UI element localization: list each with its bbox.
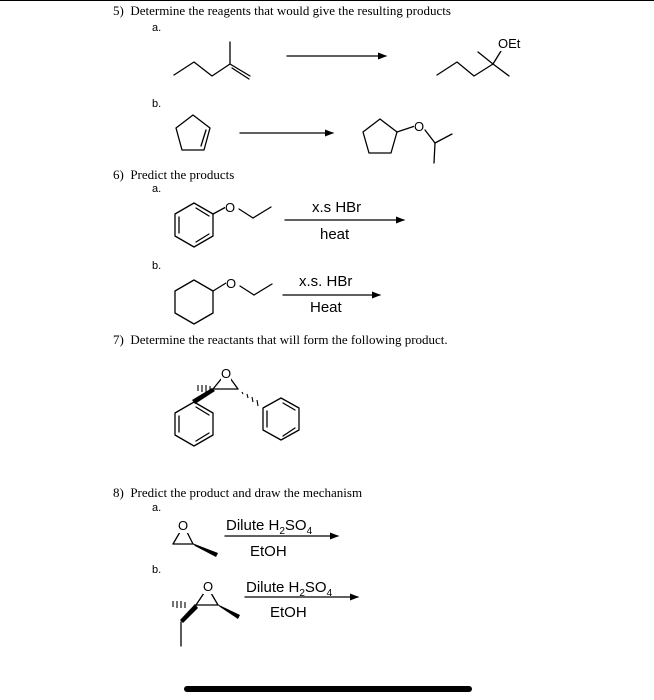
question-7-title: 7) Determine the reactants that will form the following product. bbox=[113, 332, 448, 347]
q6-part-a-label: a. bbox=[152, 183, 162, 195]
q6a-phenyl-ethyl-ether bbox=[175, 200, 271, 247]
q5a-product-ether bbox=[437, 51, 509, 76]
q8b-oxygen-label: O bbox=[203, 579, 214, 594]
q5a-oet-label: OEt bbox=[498, 36, 521, 51]
q5b-oxygen-label: O bbox=[414, 119, 425, 134]
q8-part-a-label: a. bbox=[152, 502, 162, 514]
q8b-reagent-bottom: EtOH bbox=[270, 604, 307, 621]
q6a-oxygen-label: O bbox=[225, 200, 236, 215]
question-6-title: 6) Predict the products bbox=[113, 167, 235, 182]
q6b-reagent-bottom: Heat bbox=[310, 299, 342, 316]
q6-part-b-label: b. bbox=[152, 260, 162, 272]
q8a-reagent-top: Dilute $H_2SO_4$ bbox=[226, 517, 313, 537]
q5a-reactant-alkene bbox=[174, 42, 250, 79]
q5b-product-ether bbox=[363, 119, 452, 163]
q8b-reagent-top: Dilute $H_2SO_4$ bbox=[246, 579, 333, 599]
q7-wedge-bond bbox=[192, 388, 215, 404]
question-5-title: 5) Determine the reagents that would give the resulting products bbox=[113, 3, 451, 18]
q8b-wedge-bond-right bbox=[217, 604, 240, 619]
q5-part-b-label: b. bbox=[152, 98, 162, 110]
q6a-reagent-bottom: heat bbox=[320, 226, 350, 243]
q8a-reagent-bottom: EtOH bbox=[250, 543, 287, 560]
q7-epoxide-product bbox=[175, 378, 299, 446]
q8b-wedge-bond-left bbox=[180, 604, 198, 623]
q7-oxygen-label: O bbox=[221, 366, 232, 381]
q6b-oxygen-label: O bbox=[226, 276, 237, 291]
q8a-oxygen-label: O bbox=[178, 518, 189, 533]
question-8-title: 8) Predict the product and draw the mechanism bbox=[113, 485, 363, 500]
q5-part-a-label: a. bbox=[152, 22, 162, 34]
q6a-reagent-top: x.s HBr bbox=[312, 199, 362, 216]
q8a-wedge-bond bbox=[192, 543, 218, 557]
q6b-reagent-top: x.s. HBr bbox=[299, 273, 353, 290]
q8b-epoxide bbox=[181, 593, 218, 646]
home-indicator-bar[interactable] bbox=[184, 686, 472, 692]
q5b-reactant-cyclopentene bbox=[176, 115, 210, 150]
q8a-epoxide bbox=[173, 532, 193, 544]
q6b-cyclohexyl-ethyl-ether bbox=[175, 280, 272, 324]
q8-part-b-label: b. bbox=[152, 564, 162, 576]
